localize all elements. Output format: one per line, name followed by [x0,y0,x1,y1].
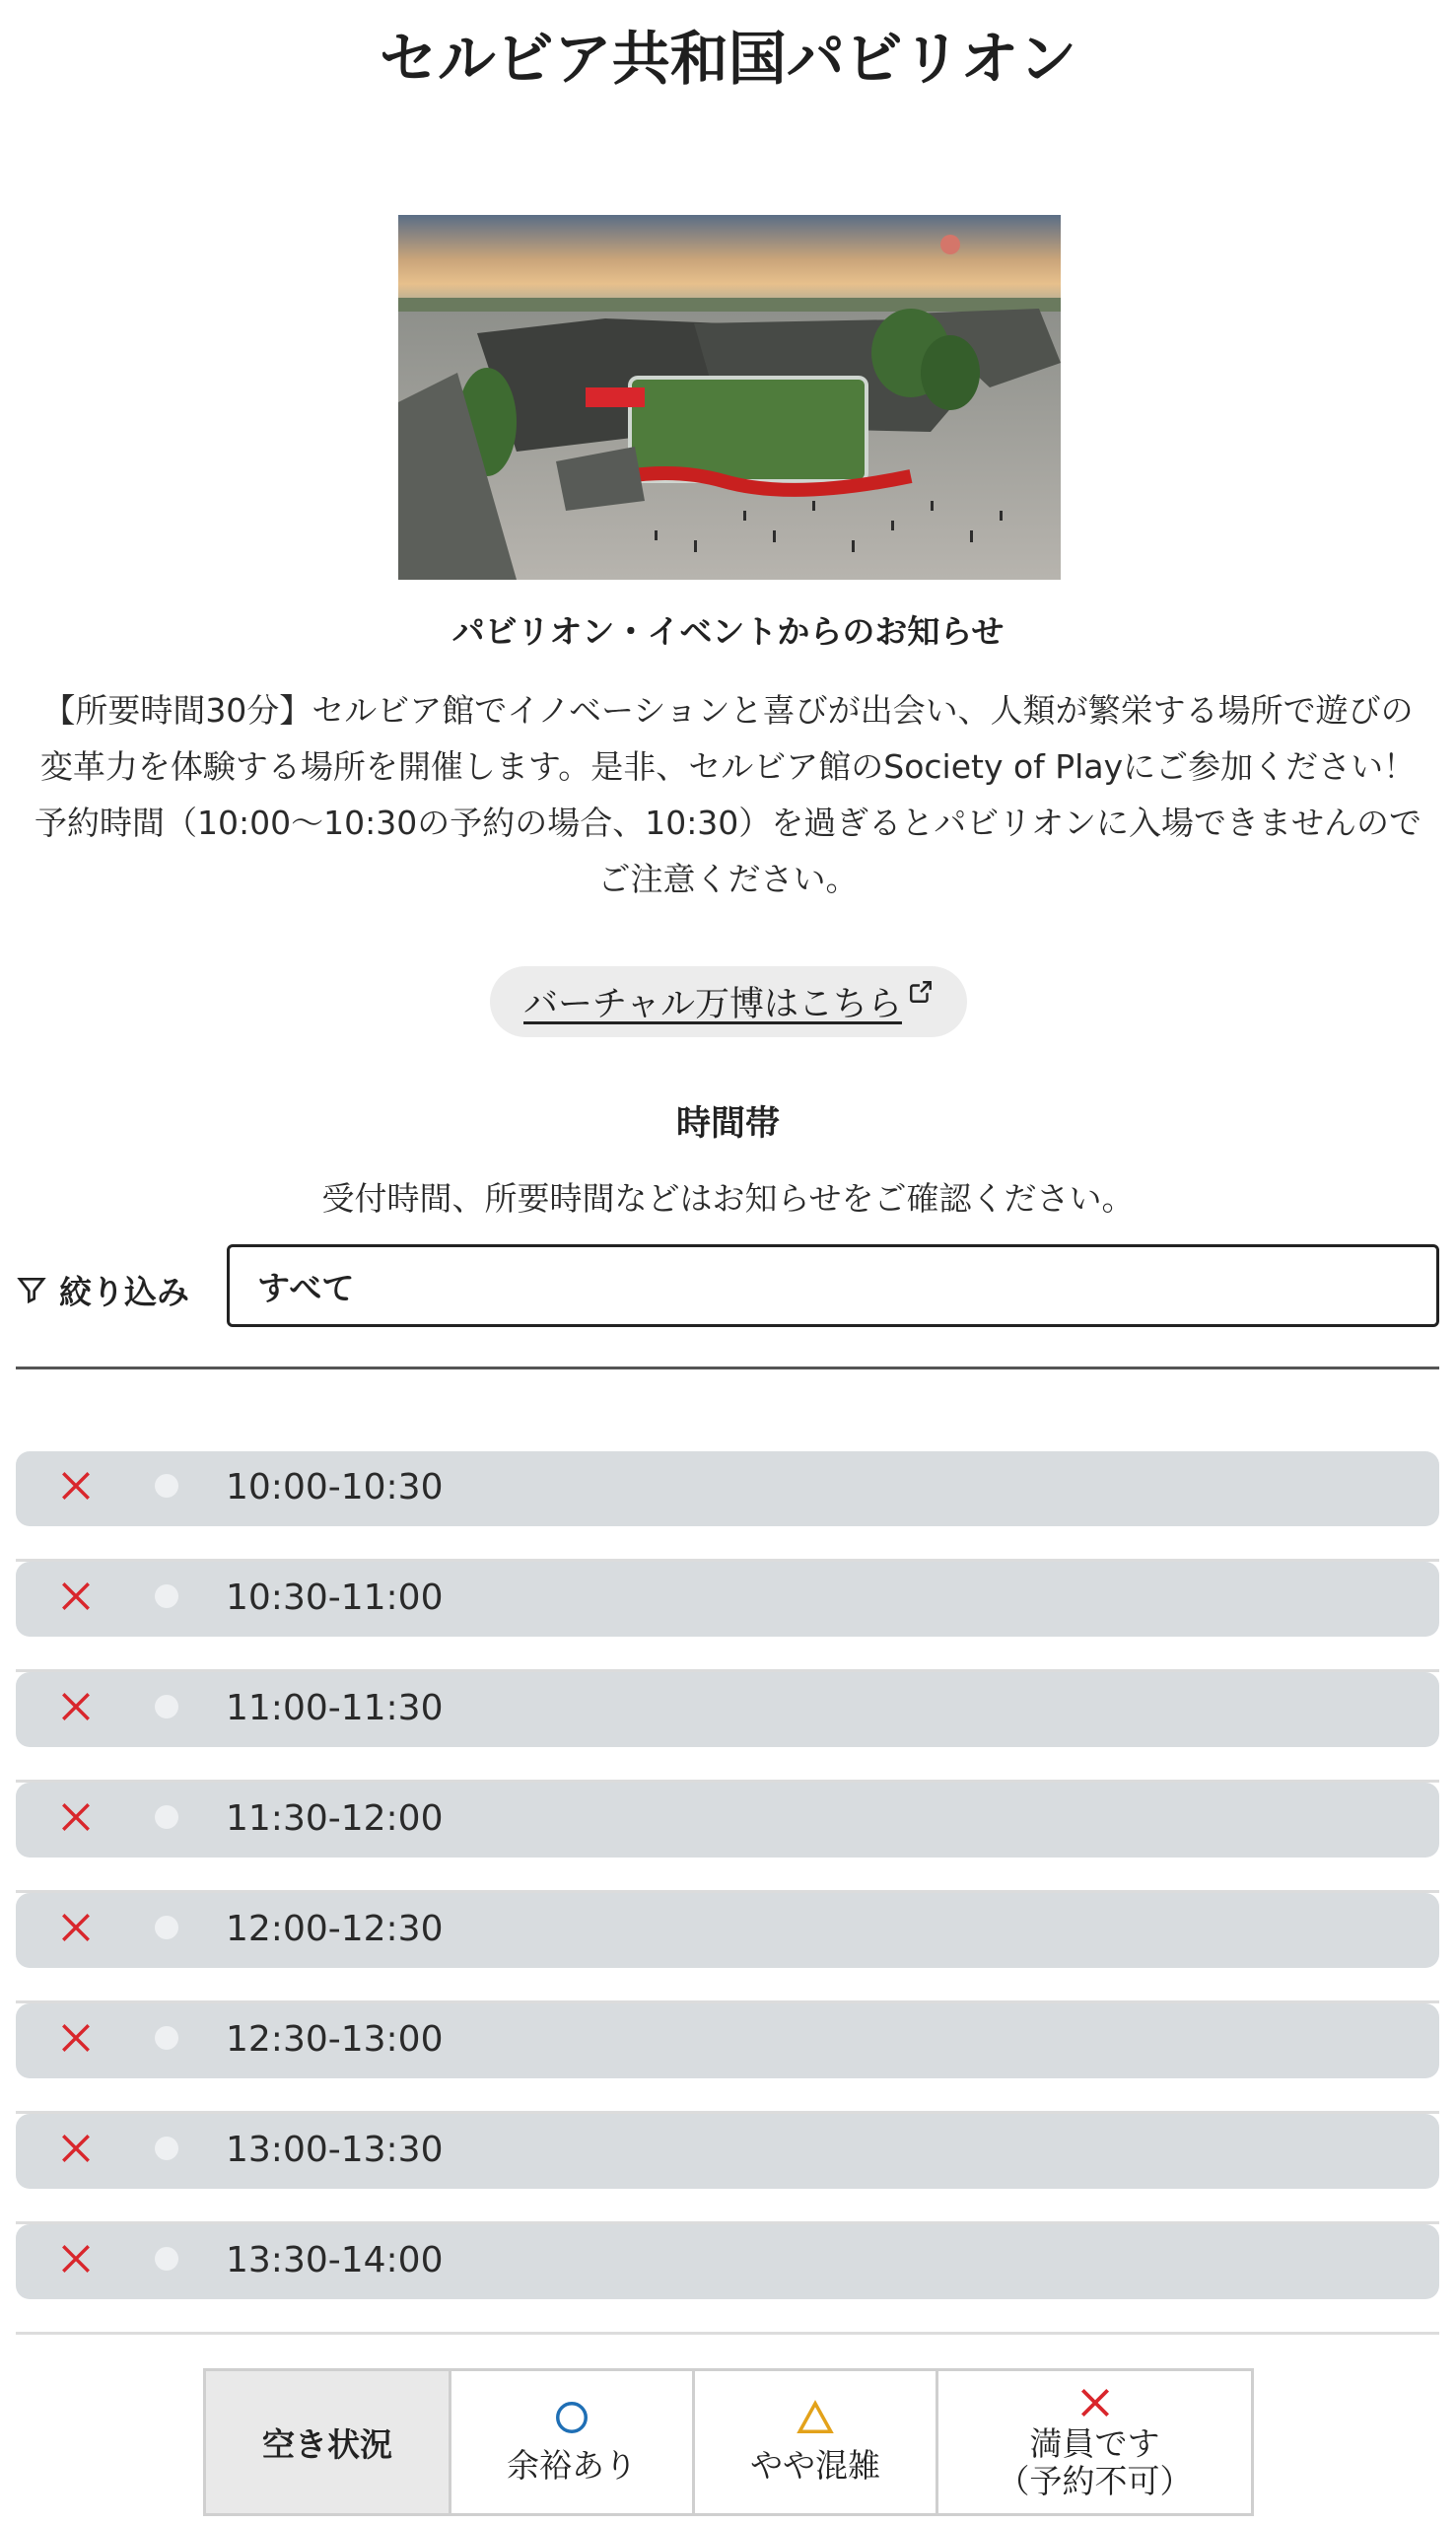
legend-heading-text: 空き状況 [262,2424,392,2464]
radio-dot-icon [155,1916,178,1939]
time-slot[interactable] [16,2114,1439,2189]
availability-legend [203,2368,1254,2516]
full-x-icon [59,1911,93,1944]
legend-heading [206,2371,451,2513]
legend-crowded-text: やや混雑 [750,2445,880,2485]
legend-crowded [695,2371,938,2513]
time-slot[interactable] [16,2224,1439,2299]
filter-icon [16,1274,47,1305]
time-slot-item [16,1783,1439,1893]
legend-available [451,2371,695,2513]
time-slot-item [16,2224,1439,2335]
time-slot-label: 12:00-12:30 [226,1909,444,1949]
time-slot-item [16,1562,1439,1672]
legend-full-text: 満員です [1029,2424,1160,2463]
time-slot-item [16,1672,1439,1783]
time-slot[interactable] [16,1562,1439,1637]
filter-selected-value: すべて [257,1268,355,1307]
radio-dot-icon [155,1584,178,1608]
full-x-icon [59,1690,93,1723]
full-x-icon [59,2132,93,2165]
virtual-expo-link[interactable] [490,966,967,1037]
full-x-icon [59,2242,93,2276]
page-title: セルビア共和国パビリオン [379,25,1077,93]
radio-dot-icon [155,2026,178,2050]
legend-available-text: 余裕あり [507,2445,637,2485]
time-slot[interactable] [16,2003,1439,2078]
time-slot-label: 13:00-13:30 [226,2130,444,2170]
filter-label-text: 絞り込み [59,1272,189,1311]
radio-dot-icon [155,2247,178,2271]
time-slot-label: 11:30-12:00 [226,1798,444,1839]
radio-dot-icon [155,2137,178,2160]
time-slot-label: 12:30-13:00 [226,2019,444,2060]
full-x-icon [59,1800,93,1834]
radio-dot-icon [155,1474,178,1498]
time-slot[interactable] [16,1672,1439,1747]
time-slot[interactable] [16,1893,1439,1968]
filter-select[interactable] [227,1244,1439,1327]
notice-body: 【所要時間30分】セルビア館でイノベーションと喜びが出会い、人類が繁栄する場所で遊びの変革力を体験する場所を開催します。是非、セルビア館のSociety of Playにご参加ください！予約時間（10:00〜10:30の予約の場合、10:30）を過ぎるとパビリオンに入場できませんのでご注意ください。 [35,691,1421,898]
pavilion-image [398,215,1061,580]
time-slot-item [16,1451,1439,1562]
time-slot-item [16,2003,1439,2114]
full-x-icon [59,2021,93,2055]
time-slot-item [16,1893,1439,2003]
time-slot-list [16,1451,1439,2335]
radio-dot-icon [155,1805,178,1829]
circle-icon [553,2399,590,2436]
external-link-icon [908,979,934,1005]
time-slot-label: 13:30-14:00 [226,2240,444,2280]
legend-full [938,2371,1251,2513]
x-icon [1076,2384,1114,2421]
time-slot-item [16,2114,1439,2224]
notice-heading: パビリオン・イベントからのお知らせ [451,612,1005,651]
time-slot[interactable] [16,1451,1439,1526]
time-slot[interactable] [16,1783,1439,1858]
time-slot-label: 10:00-10:30 [226,1467,444,1507]
time-slot-label: 10:30-11:00 [226,1578,444,1618]
time-heading: 時間帯 [675,1104,780,1144]
time-slot-label: 11:00-11:30 [226,1688,444,1728]
full-x-icon [59,1469,93,1503]
filter-label [16,1265,189,1314]
virtual-expo-link-label: バーチャル万博はこちら [523,985,902,1024]
radio-dot-icon [155,1695,178,1718]
full-x-icon [59,1579,93,1613]
divider [16,1367,1439,1369]
legend-full-note: （予約不可） [997,2462,1193,2500]
time-subtitle: 受付時間、所要時間などはお知らせをご確認ください。 [321,1179,1135,1218]
triangle-icon [797,2399,834,2436]
